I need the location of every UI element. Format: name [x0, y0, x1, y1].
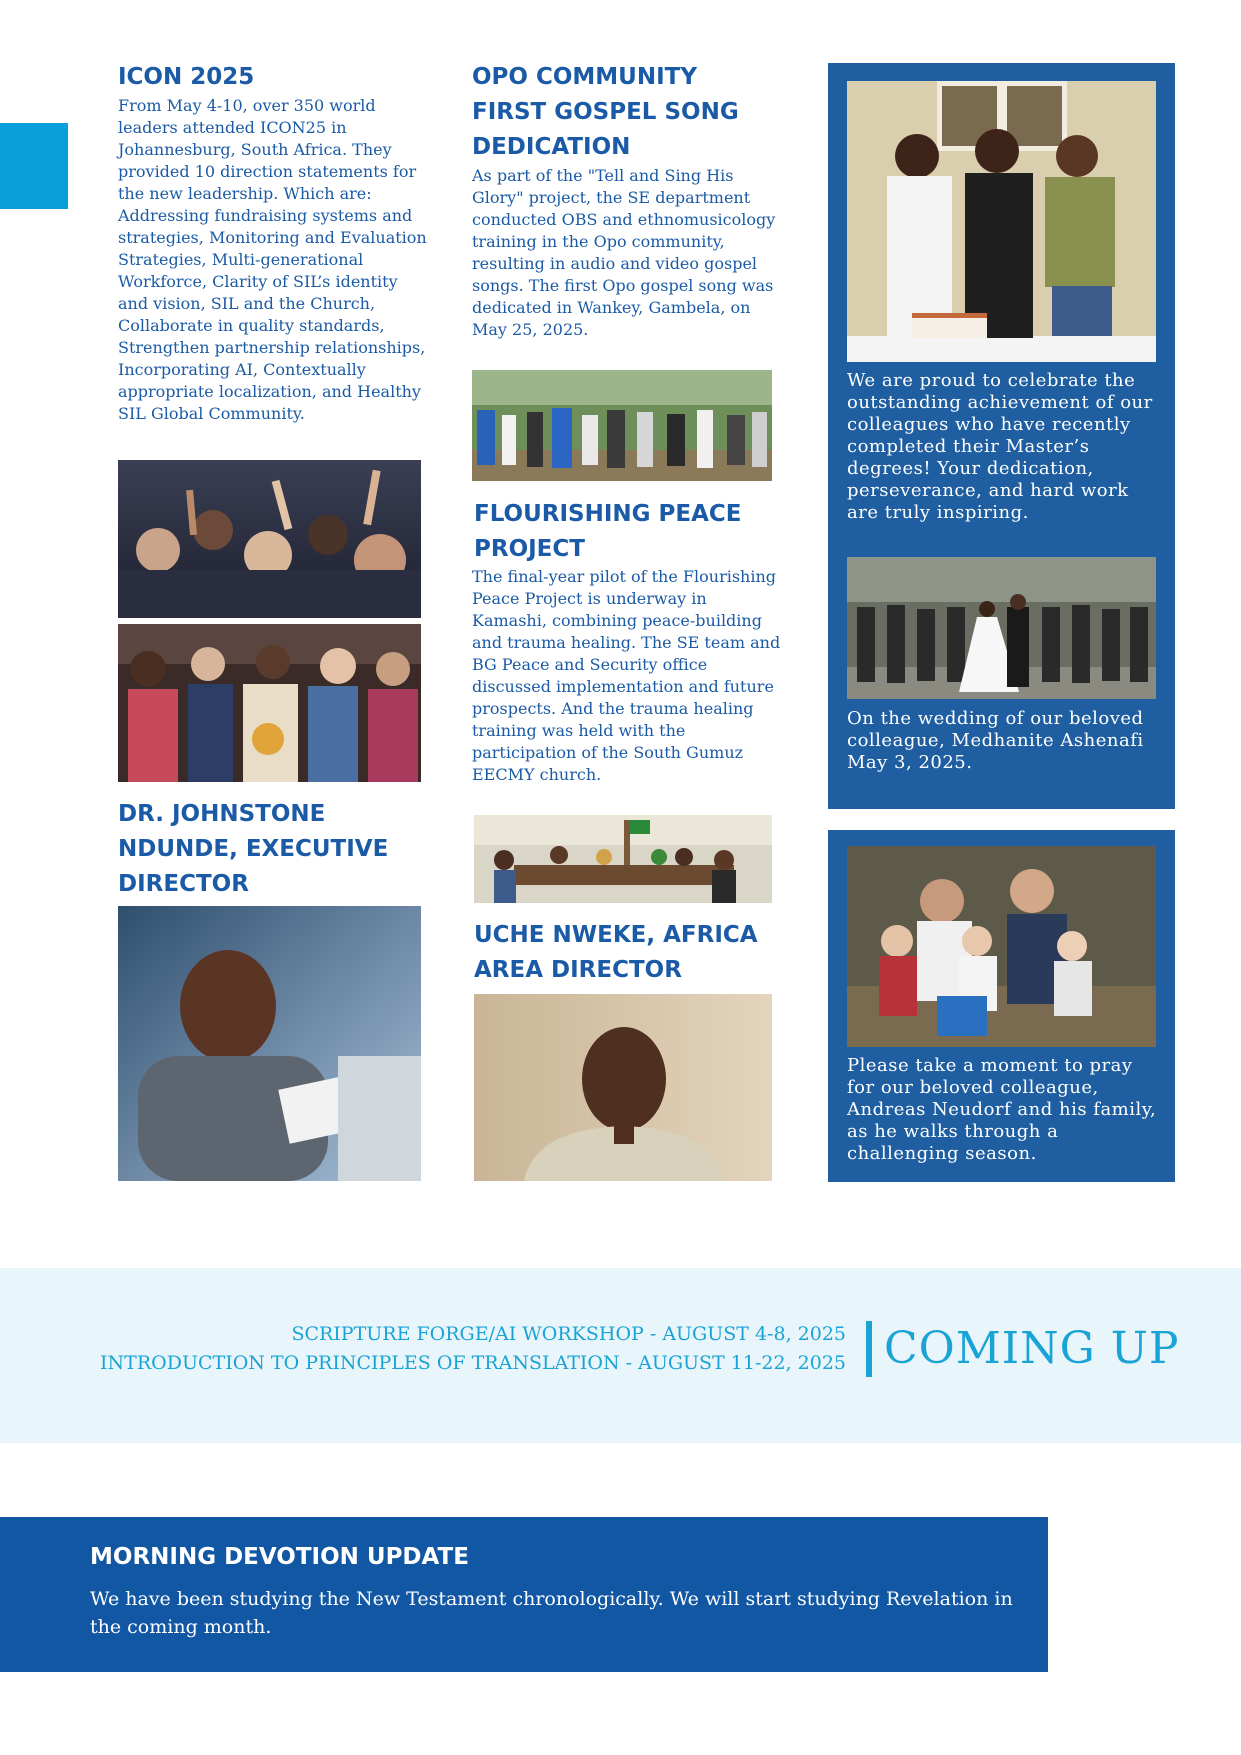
- icon2025-celebration-photo: [118, 624, 421, 782]
- event-scripture-forge: SCRIPTURE FORGE/AI WORKSHOP - AUGUST 4-8, 2025: [291, 1323, 846, 1345]
- icon2025-title: ICON 2025: [118, 64, 255, 90]
- morning-devotion-body: We have been studying the New Testament chronologically. We will start studying Revelation in the coming month.: [90, 1588, 1013, 1638]
- morning-devotion-title: MORNING DEVOTION UPDATE: [90, 1544, 469, 1570]
- peace-title: FLOURISHING PEACE PROJECT: [474, 501, 742, 562]
- opo-body: As part of the "Tell and Sing His Glory" project, the SE department conducted OBS and ethnomusicology training in the Opo community, resulting in audio and video gospel songs. The first Opo gospel song was dedicated in Wankey, Gambela, on May 25, 2025.: [472, 166, 776, 339]
- prayer-request-text: Please take a moment to pray for our beloved colleague, Andreas Neudorf and his family, as he walks through a challenging season.: [847, 1055, 1157, 1164]
- opo-dedication-photo: [472, 370, 772, 481]
- icon2025-audience-photo: [118, 460, 421, 618]
- johnstone-ndunde-photo: [118, 906, 421, 1181]
- wedding-photo: [847, 557, 1156, 699]
- uche-nweke-photo: [474, 994, 772, 1181]
- wedding-text: On the wedding of our beloved colleague, Medhanite Ashenafi May 3, 2025.: [847, 708, 1144, 773]
- opo-title: OPO COMMUNITY FIRST GOSPEL SONG DEDICATION: [472, 64, 739, 160]
- coming-up-title: COMING UP: [884, 1323, 1180, 1374]
- cake-cutting-photo: [847, 81, 1156, 362]
- neudorf-family-photo: [847, 846, 1156, 1047]
- icon2025-body: From May 4-10, over 350 world leaders attended ICON25 in Johannesburg, South Africa. They provided 10 direction statements for the new leadership. Which are: Addressing fundraising systems and strategies, Monitoring and Evaluation Strategies, Multi-generational Workforce, Clarity of SIL’s identity and vision, SIL and the Church, Collaborate in quality standards, Strengthen partnership relationships, Incorporating AI, Contextually appropriate localization, and Healthy SIL Global Community.: [118, 96, 427, 423]
- peace-body: The final-year pilot of the Flourishing Peace Project is underway in Kamashi, combining peace-building and trauma healing. The SE team and BG Peace and Security office discussed implementation and future prospects. And the trauma healing training was held with the participation of the South Gumuz EECMY church.: [472, 567, 781, 784]
- accent-block: [0, 123, 68, 209]
- coming-up-divider: [866, 1321, 872, 1377]
- event-principles-of-translation: INTRODUCTION TO PRINCIPLES OF TRANSLATION - AUGUST 11-22, 2025: [100, 1352, 846, 1374]
- uche-title: UCHE NWEKE, AFRICA AREA DIRECTOR: [474, 922, 758, 983]
- peace-meeting-photo: [474, 815, 772, 903]
- johnstone-title: DR. JOHNSTONE NDUNDE, EXECUTIVE DIRECTOR: [118, 801, 389, 897]
- masters-celebration-text: We are proud to celebrate the outstanding achievement of our colleagues who have recently completed their Master’s degrees! Your dedication, perseverance, and hard work are truly inspiring.: [847, 370, 1153, 523]
